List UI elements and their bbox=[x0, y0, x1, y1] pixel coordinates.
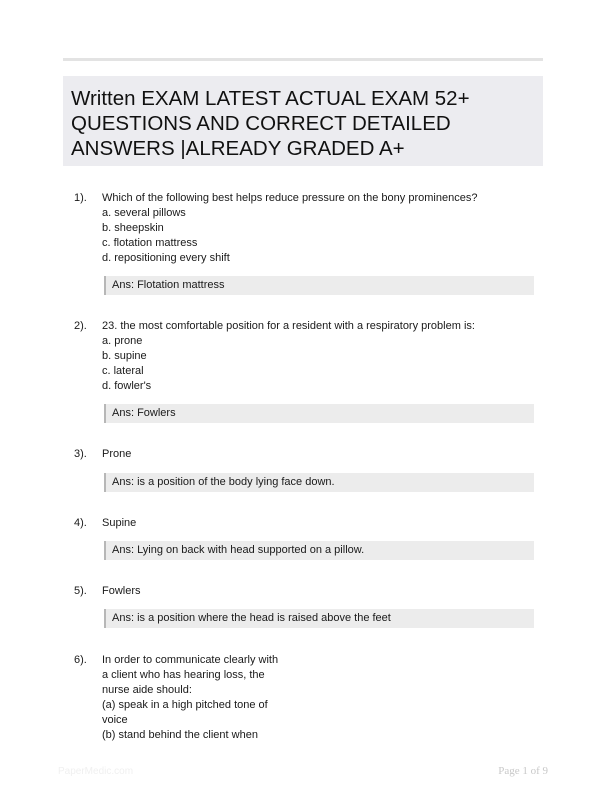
title-box bbox=[63, 76, 543, 166]
question-number: 4). bbox=[74, 517, 87, 529]
answer-box: Ans: Flotation mattress bbox=[104, 276, 534, 295]
top-divider bbox=[63, 58, 543, 61]
question-text: Prone bbox=[102, 448, 132, 460]
answer-box: Ans: Lying on back with head supported on a pillow. bbox=[104, 541, 534, 560]
answer-box: Ans: is a position of the body lying face down. bbox=[104, 473, 534, 492]
question-number: 1). bbox=[74, 192, 87, 204]
question-text: In order to communicate clearly with a client who has hearing loss, the nurse aide should: (a) speak in a high pitched tone of voice (b) stand behind the client when bbox=[102, 654, 279, 741]
question-text: 23. the most comfortable position for a resident with a respiratory problem is: a. prone b. supine c. lateral d. fowler's bbox=[102, 320, 475, 392]
footer-watermark: PaperMedic.com bbox=[58, 766, 134, 777]
page-indicator: Page 1 of 9 bbox=[498, 765, 548, 777]
question-number: 2). bbox=[74, 320, 87, 332]
question-text: Fowlers bbox=[102, 585, 141, 597]
document-title: Written EXAM LATEST ACTUAL EXAM 52+ QUESTIONS AND CORRECT DETAILED ANSWERS |ALREADY GRADED A+ bbox=[71, 87, 470, 160]
answer-box: Ans: is a position where the head is raised above the feet bbox=[104, 609, 534, 628]
answer-box: Ans: Fowlers bbox=[104, 404, 534, 423]
question-text: Which of the following best helps reduce pressure on the bony prominences? a. several pillows b. sheepskin c. flotation mattress d. repositioning every shift bbox=[102, 192, 478, 264]
question-number: 3). bbox=[74, 448, 87, 460]
question-text: Supine bbox=[102, 517, 137, 529]
question-number: 5). bbox=[74, 585, 87, 597]
question-number: 6). bbox=[74, 654, 87, 666]
